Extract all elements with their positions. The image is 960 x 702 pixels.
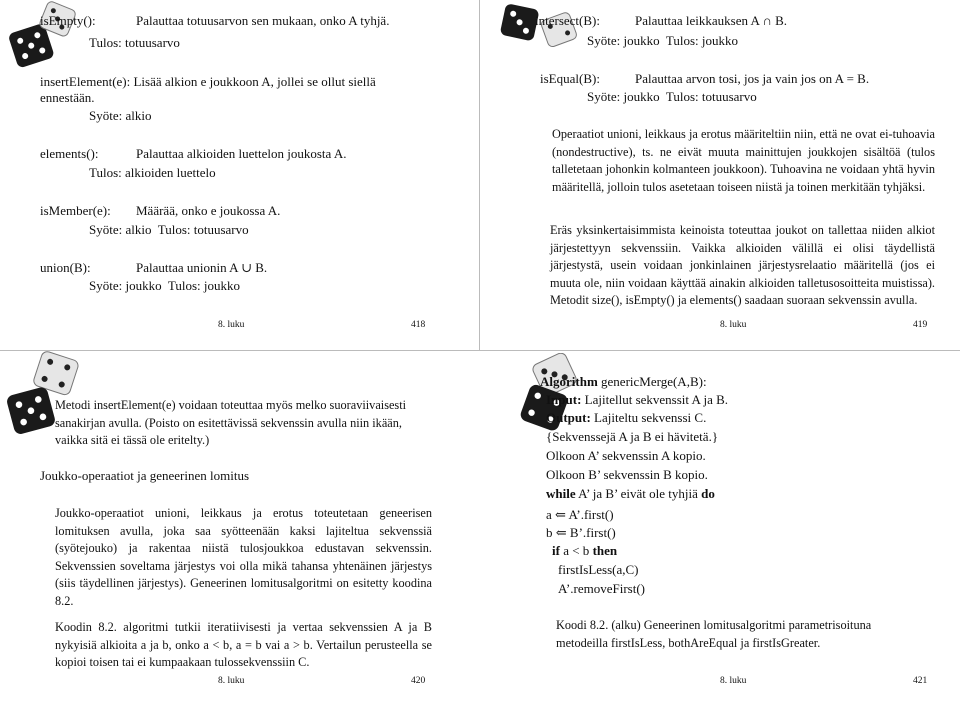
insertelement-input: Syöte: alkio	[89, 108, 152, 123]
algo-line: while A’ ja B’ eivät ole tyhjiä do	[546, 486, 715, 501]
slide-419	[480, 0, 960, 351]
insertelement-note: Metodi insertElement(e) voidaan toteuttaa myös melko suoraviivaisesti sanakirjan avulla. (Poisto on esitettävissä sekvenssin avulla niin ikään, vaikka sitä ei tässä ole eritelty.)	[55, 398, 407, 448]
slide-418	[0, 0, 480, 351]
elements-result: Tulos: alkioiden luettelo	[89, 165, 216, 180]
algo-line: Algorithm genericMerge(A,B):	[540, 374, 707, 389]
algo-line: if a < b then	[552, 543, 618, 558]
intersect-io: Syöte: joukko Tulos: joukko	[587, 33, 738, 48]
footer-chapter: 8. luku	[720, 676, 747, 686]
dice-icon	[0, 0, 80, 70]
union-io: Syöte: joukko Tulos: joukko	[89, 278, 240, 293]
footer-page-number: 419	[913, 320, 928, 330]
intersect-signature: intersect(B):	[535, 13, 600, 28]
page-divider-vertical	[479, 0, 480, 351]
algorithm-paragraph: Koodin 8.2. algoritmi tutkii iteratiivisesti ja vertaa sekvenssien A ja B nykyisiä alkioita a ja b, onko a < b, a = b vai a > b. Vertailun perusteella se kopioi toisen tai ei kumpaakaan tulossekvenssiin C.	[55, 620, 432, 670]
slide-421	[480, 351, 960, 702]
footer-chapter: 8. luku	[720, 320, 747, 330]
isequal-io: Syöte: joukko Tulos: totuusarvo	[587, 89, 757, 104]
algo-line: {Sekvenssejä A ja B ei hävitetä.}	[546, 429, 719, 444]
ismember-io: Syöte: alkio Tulos: totuusarvo	[89, 222, 249, 237]
algo-line: Olkoon B’ sekvenssin B kopio.	[546, 467, 708, 482]
elements-signature: elements():	[40, 146, 99, 161]
elements-description: Palauttaa alkioiden luettelon joukosta A.	[136, 146, 347, 161]
intersect-description: Palauttaa leikkauksen A ∩ B.	[635, 13, 788, 28]
slide-420	[0, 351, 480, 702]
footer-chapter: 8. luku	[218, 320, 245, 330]
isequal-description: Palauttaa arvon tosi, jos ja vain jos on A = B.	[635, 71, 870, 86]
algo-line: Olkoon A’ sekvenssin A kopio.	[546, 448, 706, 463]
isempty-description: Palauttaa totuusarvon sen mukaan, onko A tyhjä.	[136, 13, 390, 28]
isequal-signature: isEqual(B):	[540, 71, 600, 86]
algo-line: Output: Lajiteltu sekvenssi C.	[546, 410, 707, 425]
sequence-paragraph: Eräs yksinkertaisimmista keinoista toteuttaa joukot on tallettaa niiden alkiot järjestettyyn sekvenssiin. Vaikka alkioiden välillä ei olisi täydellistä järjestystä, usein voidaan jonkinlainen järjestysrelaatio määritellä (jos ei muuta ole, niin voidaan käyttää ainakin alkioiden talletusosoitteita muistissa). Metodit size(), isEmpty() ja elements() saadaan suoraan sekvenssin avulla.	[550, 223, 935, 308]
insertelement-line2: ennestään.	[40, 90, 95, 105]
nondestructive-paragraph: Operaatiot unioni, leikkaus ja erotus määriteltiin niin, että ne ovat ei-tuhoavia (nondestructive), ts. ne eivät muuta mainittujen joukkojen sisältöä (tulos talletetaan johonkin kolmanteen joukkoon). Tuhoavina ne voidaan yhtä hyvin määritellä, jolloin tulos asetetaan toiseen niistä ja toinen merkitään tyhjäksi.	[552, 127, 935, 194]
footer-chapter: 8. luku	[218, 676, 245, 686]
isempty-signature: isEmpty():	[40, 13, 96, 28]
union-signature: union(B):	[40, 260, 91, 275]
ismember-description: Määrää, onko e joukossa A.	[136, 203, 281, 218]
algo-line: b ⇐ B’.first()	[546, 525, 616, 540]
isempty-result: Tulos: totuusarvo	[89, 35, 180, 50]
merge-paragraph: Joukko-operaatiot unioni, leikkaus ja erotus toteutetaan geneerisen lomituksen avulla, joka saa syötteenään kaksi lajiteltua sekvenssiä (syötejouko) ja rakentaa niistä tulosjoukkoa edustavan sekvenssin. Sekvenssien soveltama järjestys voi olla mikä tahansa yhtenäinen järjestys (siis täydellinen järjestys). Geneerinen lomitusalgoritmi on esitetty koodina 8.2.	[55, 506, 432, 608]
ismember-signature: isMember(e):	[40, 203, 111, 218]
page-divider-horizontal	[0, 350, 960, 351]
algo-line: A’.removeFirst()	[558, 581, 646, 596]
algo-line: Input: Lajitellut sekvenssit A ja B.	[546, 392, 729, 407]
footer-page-number: 418	[411, 320, 426, 330]
dice-icon	[488, 0, 588, 60]
union-description: Palauttaa unionin A ∪ B.	[136, 260, 268, 275]
insertelement-line1: insertElement(e): Lisää alkion e joukkoon A, jollei se ollut siellä	[40, 74, 376, 89]
section-heading: Joukko-operaatiot ja geneerinen lomitus	[40, 468, 250, 483]
footer-page-number: 420	[411, 676, 426, 686]
algo-line: firstIsLess(a,C)	[558, 562, 639, 577]
footer-page-number: 421	[913, 676, 928, 686]
code-caption: Koodi 8.2. (alku) Geneerinen lomitusalgoritmi parametrisoituna metodeilla firstIsLess, bothAreEqual ja firstIsGreater.	[556, 618, 872, 650]
algo-line: a ⇐ A’.first()	[546, 507, 614, 522]
